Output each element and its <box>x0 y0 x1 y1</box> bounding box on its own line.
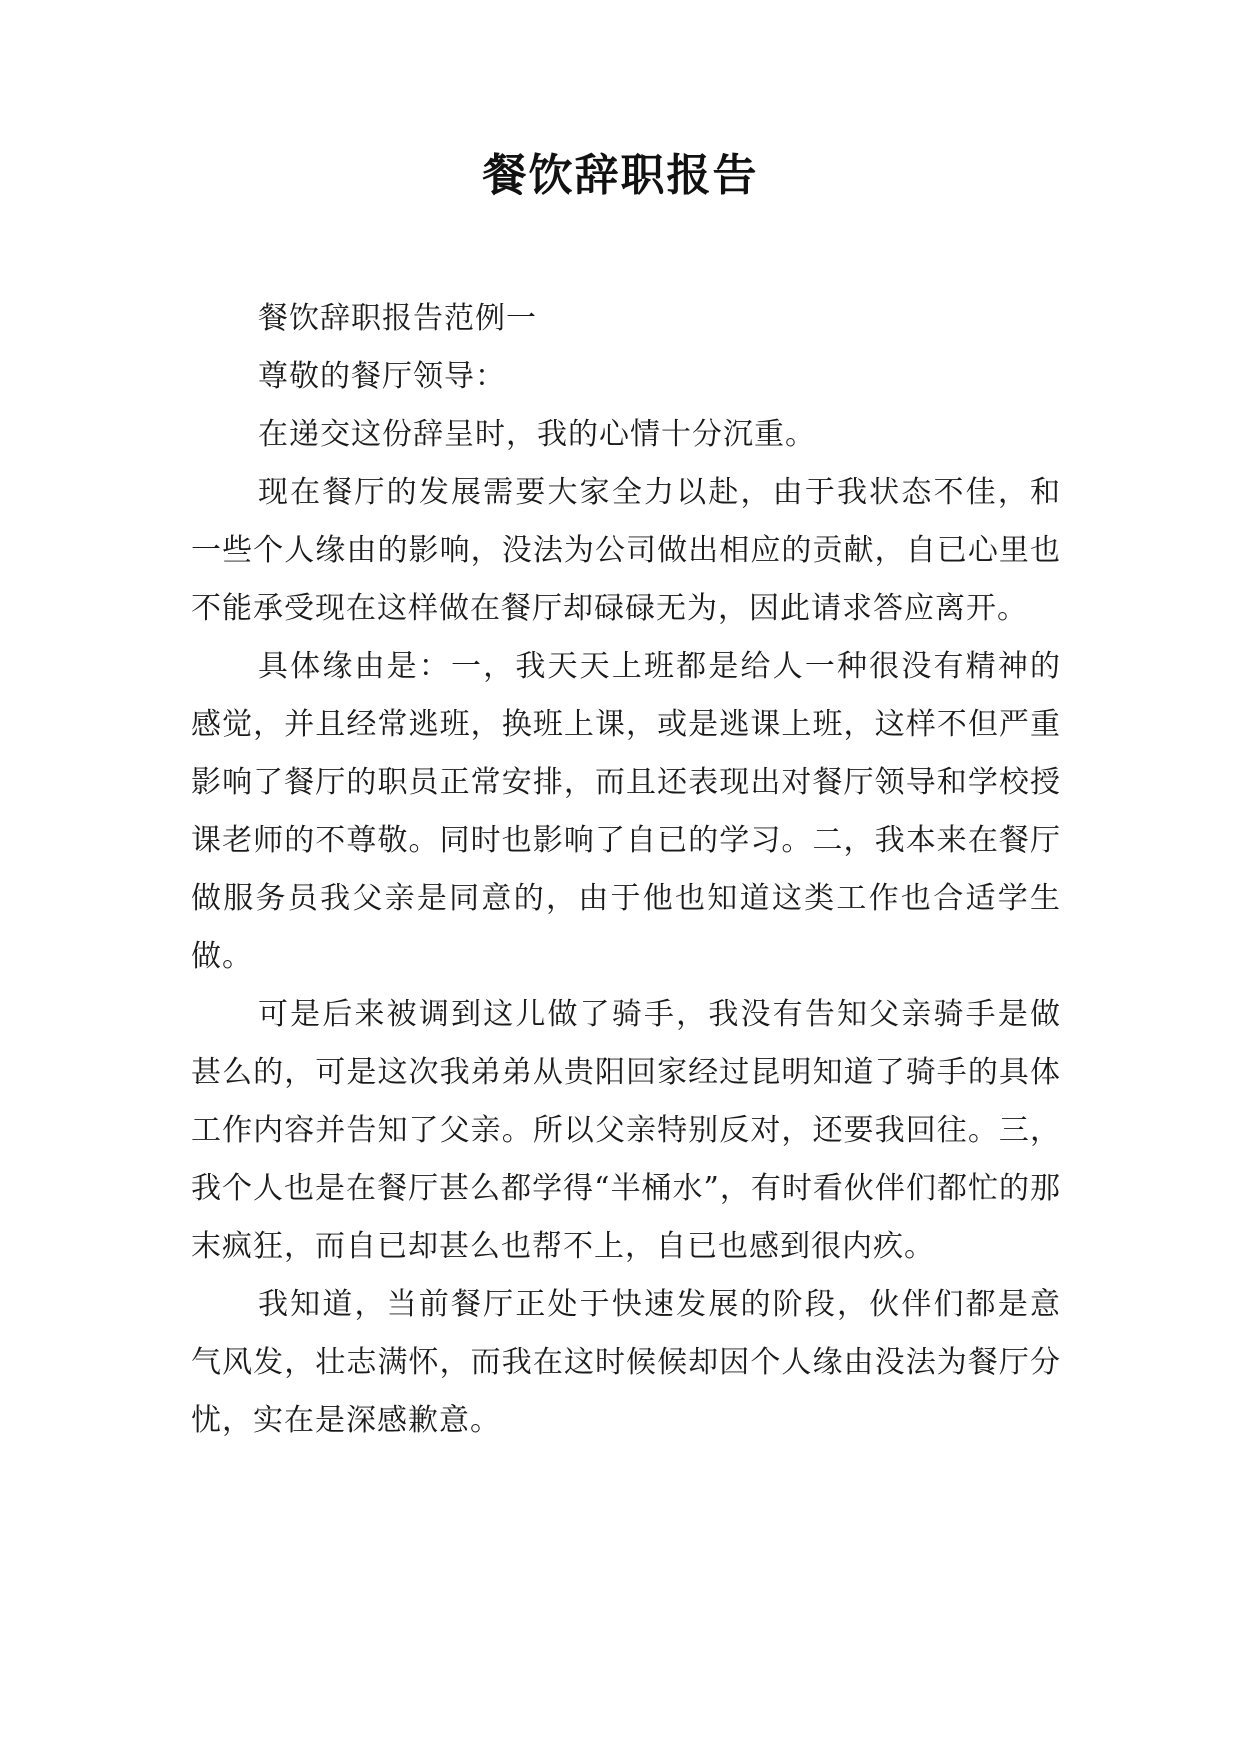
paragraph-salutation: 尊敬的餐厅领导： <box>258 359 506 394</box>
paragraph-heading: 餐饮辞职报告范例一 <box>258 301 537 336</box>
paragraph: 具体缘由是：一，我天天上班都是给人一种很没有精神的感觉，并且经常逃班，换班上课，或是逃课上班，这样不但严重影响了餐厅的职员正常安排，而且还表现出对餐厅领导和学校授课老师的不尊敬。同时也影响了自已的学习。二，我本来在餐厅做服务员我父亲是同意的，由于他也知道这类工作也合适学生做。 <box>191 649 1061 974</box>
document-title: 餐饮辞职报告 <box>482 150 759 201</box>
paragraph: 可是后来被调到这儿做了骑手，我没有告知父亲骑手是做甚么的，可是这次我弟弟从贵阳回家经过昆明知道了骑手的具体工作内容并告知了父亲。所以父亲特别反对，还要我回往。三，我个人也是在餐厅甚么都学得“半桶水”，有时看伙伴们都忙的那末疯狂，而自已却甚么也帮不上，自已也感到很内疚。 <box>191 997 1061 1264</box>
paragraph: 现在餐厅的发展需要大家全力以赴，由于我状态不佳，和一些个人缘由的影响，没法为公司做出相应的贡献，自已心里也不能承受现在这样做在餐厅却碌碌无为，因此请求答应离开。 <box>191 475 1061 626</box>
paragraph-opening: 在递交这份辞呈时，我的心情十分沉重。 <box>258 417 816 452</box>
document-body <box>191 290 1061 1450</box>
paragraph: 我知道，当前餐厅正处于快速发展的阶段，伙伴们都是意气风发，壮志满怀，而我在这时候候却因个人缘由没法为餐厅分忧，实在是深感歉意。 <box>191 1287 1061 1438</box>
